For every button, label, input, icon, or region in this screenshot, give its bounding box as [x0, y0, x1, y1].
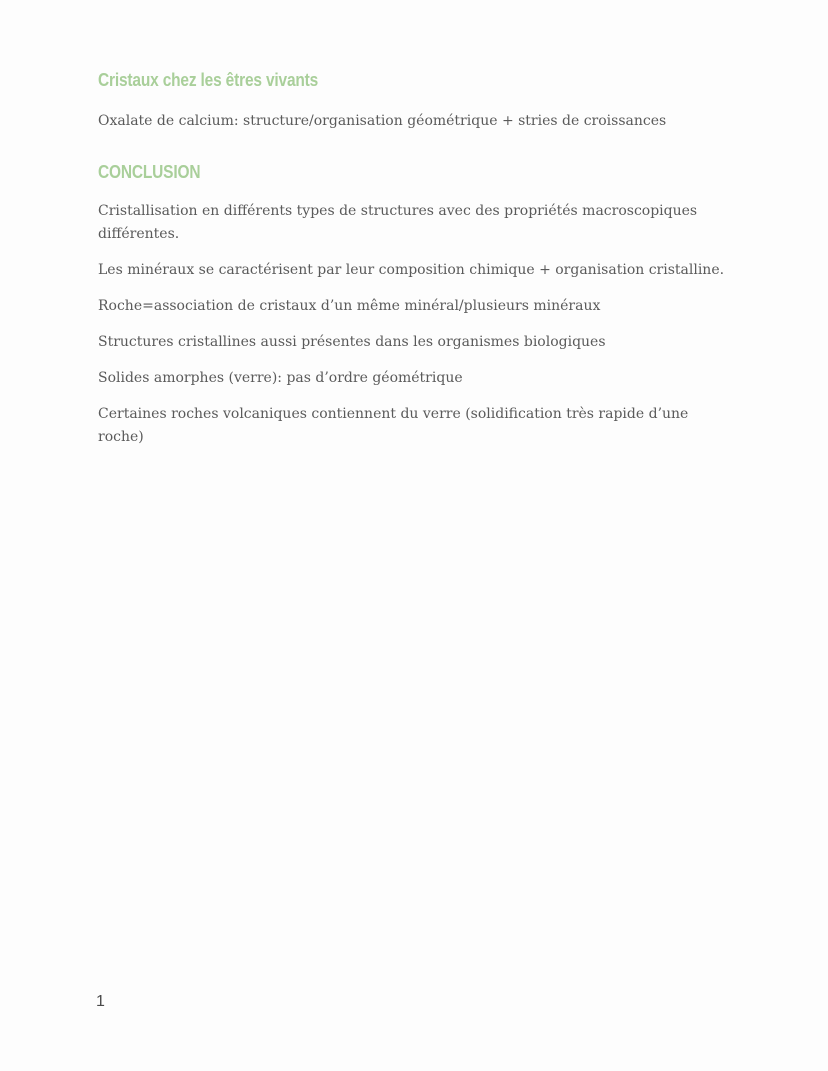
paragraph: Certaines roches volcaniques contiennent du verre (solidification très rapide d’une roche) [98, 406, 689, 445]
page-number: 1 [96, 993, 105, 1010]
paragraph: Solides amorphes (verre): pas d’ordre géométrique [98, 370, 463, 386]
paragraph: Cristallisation en différents types de structures avec des propriétés macroscopiques différentes. [98, 203, 698, 242]
document-body [98, 68, 738, 462]
paragraph: Oxalate de calcium: structure/organisation géométrique + stries de croissances [98, 113, 667, 129]
paragraph: Roche=association de cristaux d’un même minéral/plusieurs minéraux [98, 298, 601, 314]
paragraph: Les minéraux se caractérisent par leur composition chimique + organisation cristalline. [98, 262, 725, 278]
paragraph: Structures cristallines aussi présentes dans les organismes biologiques [98, 334, 606, 350]
section-heading-conclusion: CONCLUSION [98, 162, 201, 182]
section-heading-cristaux: Cristaux chez les êtres vivants [98, 70, 319, 90]
